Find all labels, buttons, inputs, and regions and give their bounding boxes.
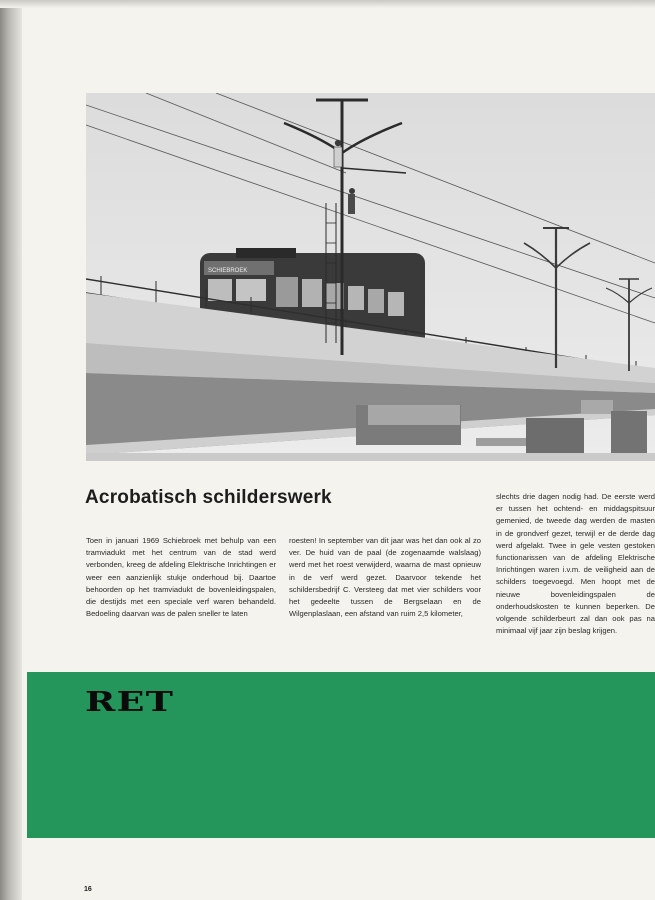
tram-destination-sign: SCHIEBROEK bbox=[208, 268, 248, 274]
page-number: 16 bbox=[84, 886, 92, 893]
green-banner bbox=[27, 672, 655, 838]
tram-viaduct-photo bbox=[86, 93, 655, 461]
article-column-1: Toen in januari 1969 Schiebroek met behulp van een tramviadukt met het centrum van de stad werd verbonden, kreeg de afdeling Elektrische Inrichtingen er weer een aanzienlijk stukje onderhoud bij. Daartoe behoorden op het tramviadukt de bovenleidingspalen, die destijds met een speciale verf waren behandeld. Bedoeling daarvan was de palen sneller te laten bbox=[86, 536, 276, 619]
article-column-2: roesten! In september van dit jaar was het dan ook al zo ver. De huid van de paal (de zogenaamde walslaag) werd met het roest verwijderd, waarna de mast opnieuw in de verf werd gezet. Daarvoor tekende het schildersbedrijf C. Versteeg dat met vier schilders voor het gedeelte tussen de Bergselaan en de Wilgenplaslaan, een afstand van ruim 2,5 kilometer, bbox=[289, 536, 481, 619]
page-top-shadow bbox=[0, 0, 655, 8]
ret-logo: RET bbox=[85, 687, 175, 718]
article-column-3: slechts drie dagen nodig had. De eerste werd er tussen het ochtend- en middagspitsuur gemenied, de tweede dag werden de masten in de grondverf gezet, terwijl er de derde dag werd afgelakt. Twee in gele vesten gestoken functionarissen van de afdeling Elektrische Inrichtingen waren i.v.m. de veiligheid aan de schilders toegevoegd. Men hoopt met de nieuwe bovenleidingspalen de onderhoudskosten te kunnen beperken. De volgende schilderbeurt zal dan ook pas na minimaal vijf jaar zijn beslag krijgen. bbox=[496, 492, 655, 636]
article-headline: Acrobatisch schilderswerk bbox=[85, 487, 332, 508]
book-binding-shadow bbox=[0, 0, 22, 900]
